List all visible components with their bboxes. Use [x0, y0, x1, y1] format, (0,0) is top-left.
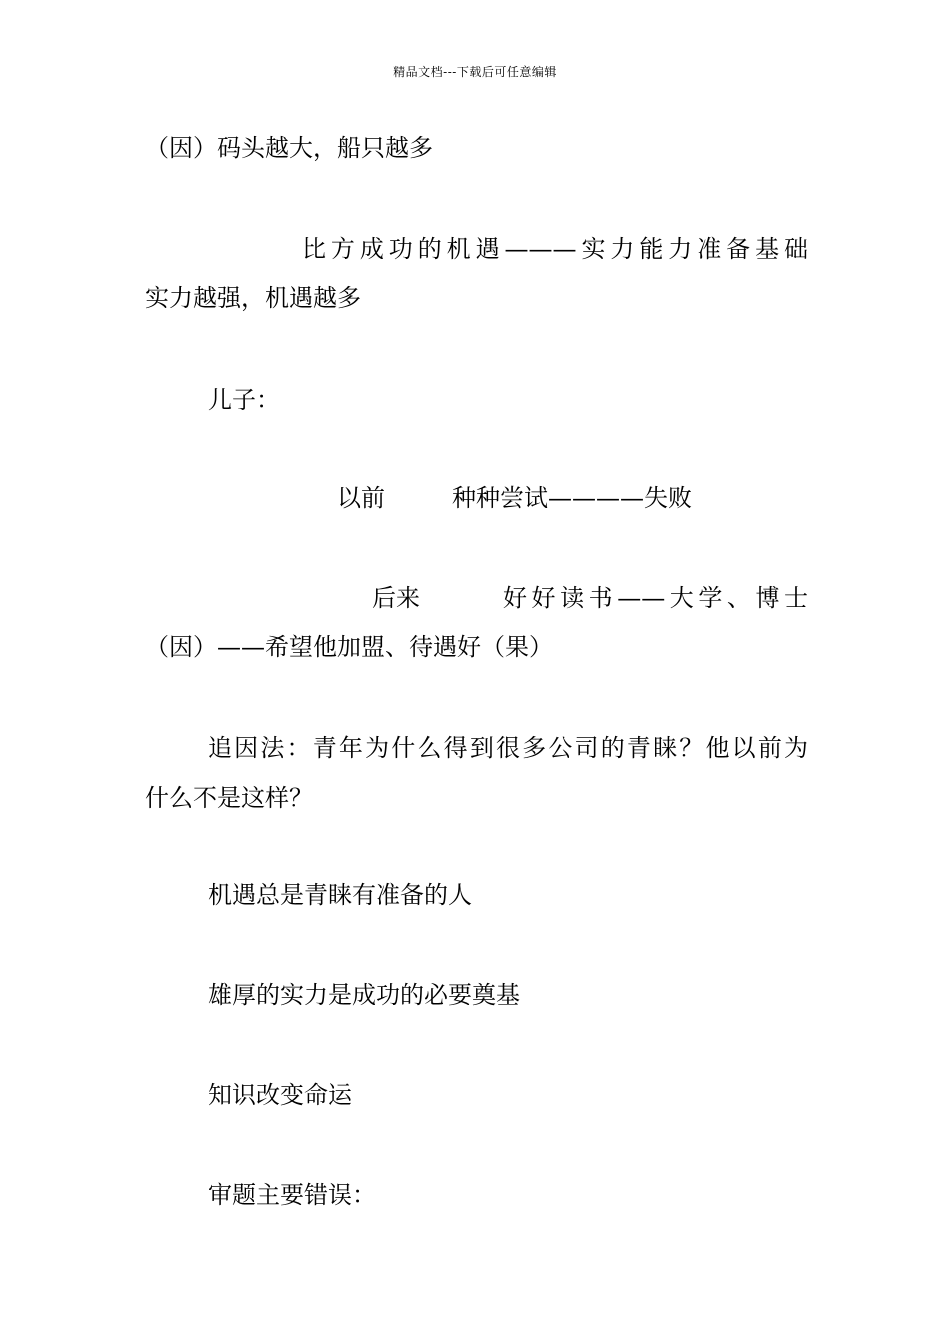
text-line: 以前 [337, 484, 385, 512]
text-line: 审题主要错误： [208, 1181, 376, 1209]
text-line: 后来 [372, 584, 420, 612]
text-line: 好好读书——大学、博士 [503, 584, 808, 612]
text-line: （因）码头越大，船只越多 [145, 134, 433, 162]
text-line: 雄厚的实力是成功的必要奠基 [208, 981, 520, 1009]
text-line: 什么不是这样？ [145, 784, 313, 812]
text-line: 知识改变命运 [208, 1081, 352, 1109]
text-line: 儿子： [208, 386, 280, 414]
text-line: 种种尝试————失败 [452, 484, 692, 512]
text-line: 实力越强，机遇越多 [145, 284, 361, 312]
text-line: （因）——希望他加盟、待遇好（果） [145, 633, 553, 661]
text-line: 机遇总是青睐有准备的人 [208, 881, 472, 909]
text-line: 比方成功的机遇———实力能力准备基础 [302, 235, 808, 263]
page-header: 精品文档---下载后可任意编辑 [393, 65, 557, 79]
text-line: 追因法：青年为什么得到很多公司的青睐？他以前为 [208, 734, 808, 762]
